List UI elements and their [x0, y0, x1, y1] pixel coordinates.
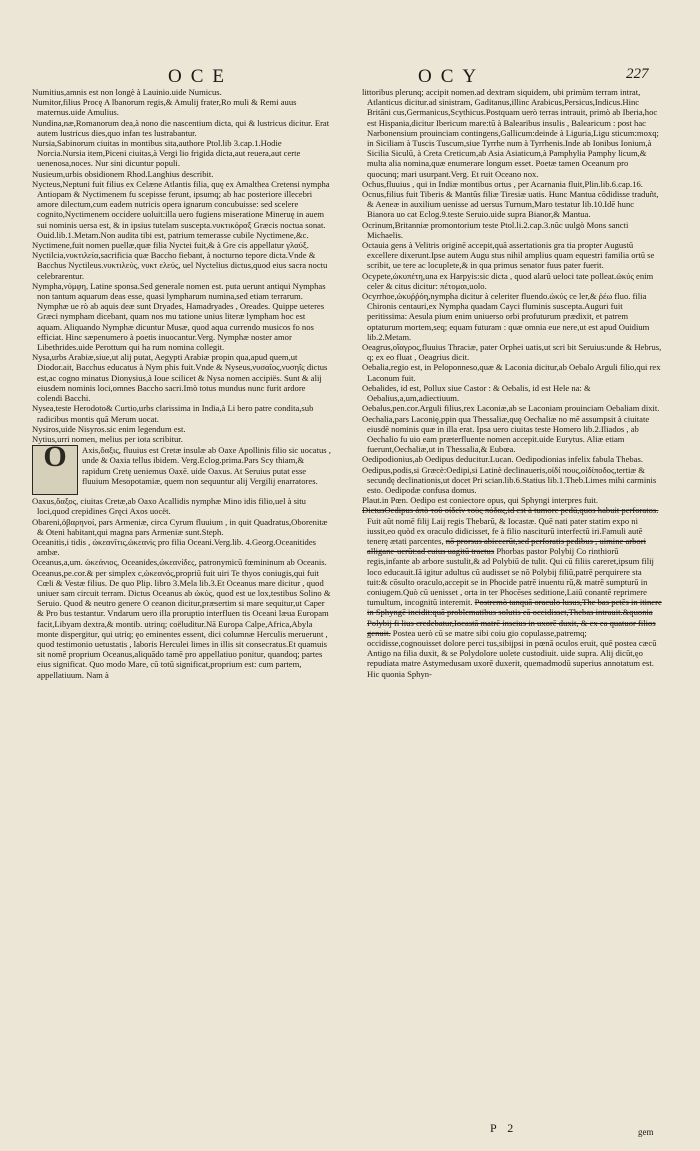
passage-text: Postea uerò cū se matre sibi coiu gio copulasse,patremq; occidisse,cognouisset dolore perci tus,sibijpsi in pœnā oculos eruit, quē postea cæcū Antigo na filia duxit, & se Polydolore uolete custodiuit. uide supra. Alij dicūt,ęo repudiata matre Astymedusam uxorē duxerit, quemadmodū superius annotatum est. Hic quonia Sphyn- [367, 627, 657, 679]
dictionary-entry: Oebalia,regio est, in Peloponneso,quæ & Laconia dicitur,ab Oebalo Arguli filio,qui rex Laconum fuit. [362, 362, 661, 383]
dictionary-entry: Nysiros,uide Nisyros.sic enim legendum est. [32, 423, 186, 434]
dictionary-entry: Nursia,Sabinorum ciuitas in montibus sita,authore Ptol.lib 3.cap.1.Hodie Norcia.Nursia item,Piceni ciuitas,à Vergi lio frigida dicta,aut reuera,aut certe uenenosa,noces. Nur sini dicuntur populi. [32, 138, 301, 169]
dictionary-entry: Numitius,amnis est non longè à Lauinio.uide Numicus. [32, 87, 222, 97]
dictionary-entry: Nysa,urbs Arabiæ,siue,ut alij putat, Aegypti Arabiæ propin qua,apud quem,ut Diodor.ait, Bacchus educatus à Nym phis fuit.Vnde & Nyseus,νυσαῖος,νυσηΐς dictus est,ac cogno minatus Dionysius,à Ioue scilicet & Nysa nomen accipiës. Sunt & alij eiusdem nominis loci,omnes Baccho sacri.Imò totus mundus nunc furit ardore colendi Bacchi. [32, 352, 328, 404]
dictionary-entry: littoribus plerunq; accipit nomen.ad dextram siquidem, ubi primùm terram intrat, Atlanticus dicitur.ad sinistram, Gaditanus,illinc Arabicus,Persicus,Indicus.Hinc Britāni cus,Germanicus,Scythicus.Postquam uerò terras intrauit, primò ab Iberia,hoc est Hispania,dicitur Ibericum mare:tū à Balearibus insulis , Balearicum : post hac Narbonensium prouinciam contingens,Gallicum:deinde à Liguria,Ligu sticum:moxq; in Siciliam à Tuscis Tuscum,siue Tyrrhe num à Tyrrhenis.Inde ab Ionibus Ionium,à Sicilia Siculū, à Creta Creticum,ab Asia Asiaticum,à Pamphylia Pamphy licum,& multa alia nomina,quæ enumerare longum esset. Poetæ tamen Oceanum pro quocunq; mari usurpant.Verg. Et ruit Oceano nox. [362, 87, 659, 179]
dictionary-entry: Nytius,urri nomen, melius per iota scribitur. [32, 433, 183, 444]
dictionary-entry: Oceanus,a,um. ὠκεάνιος, Oceanides,ὠκεανίδες, patronymicū fœmininum ab Oceanis. [32, 557, 327, 568]
dictionary-entry: Ocrinum,Britanniæ promontorium teste Ptol.li.2.cap.3.nūc uulgò Mons sancti Michaelis. [362, 219, 629, 240]
right-column [362, 87, 662, 679]
dictionary-entry: Octauia gens à Velitris originē accepit,quā assertationis gra tia propter Augustū excellere dixerunt.Ipse autem Augu stus nihil amplius quam equestri familia ortū se scribit, ue tere ac locuplete,& in qua primus senator fuus pater fuerit. [362, 240, 655, 271]
decorated-initial [32, 440, 78, 495]
dictionary-entry: Oceanus,pe.cor.& per simplex c,ὠκεανός,propriū fuit uiri Te thyos coniugis,qui fuit Cœli & Vestæ filius. De quo Plip. libro 3.Mela lib.3.Et Oceanus mare dicitur , quod uniuer sam circuit terram. Dictus Oceanus ab ὠκύς, quod est ue lox,testibus Solino & Seruio. Quod & neutro genere O ceanon dicitur,præsertim si mare sequitur,ut Caper & Pro bus testantur. Vndarum uero illa proruptio interfluen tis Oceani læua Europam facit,Libyam dextra,& montib. utrinq; coëluditur.Nā Europa Calpe,Africa,Abyla monte dispergitur, qui utriq; ęo eminentes essent, dici columnæ Herculis meruerunt , quod testimonio uetustatis , laboris Herculei limes in illis sit consecratus.Et quamuis sit nomē proprium Oceanus,aliquādo tamē pro appellatiuo ponitur, quandoq; partes eius significat. Quo modo Mare, cū totū significat,proprium est: cum partem, appellatiuum. Nam à [32, 567, 331, 680]
dictionary-entry: Nympha,νύμφη, Latine sponsa.Sed generale nomen est. puta uerunt antiqui Nymphas non tantum aquarum deas esse, quasi lympharum numina,sed etiam terrarum. Nymphæ ue rò ab aquis deæ sunt Dryades, Hamadryades , Oreades. Quippe ueteres Græci nympham dicebant, quam nos mu tatione unius literæ lympham hoc est aquam. Aliquando Nymphæ dicuntur Musæ, quod aqua currendo musicos fo nos efficiat. Hinc sæpenumero à poetis inuocantur.Verg. Nymphæ noster amor Libethrides.uide Perottum qui ha rum nomina collegit. [32, 280, 326, 353]
passage-text: Phorbas pastor Polybij Co rinthiorū regis,infante ab arbore sustulit,& ad Polybiū de tulit. Qui cū filiis careret,ipsum filij loco educauit.Iā igitur adultus cū audisset se nō Polybij filiū,patrē perquirere sta tuit:& cōsulto oraculo,accepit se in Phocide patrē inuentu rū,& matrē sumpturū in coniugem.Quò cū uenisset , orta in ter Phocēses seditione,Laiū conantē reprimere tumultum, incognitū interemit. [367, 546, 654, 608]
struck-passage: nō prorsus abiecerūt,sed perforatis pedibus , uimine arbori alligane-uerūt:ad cuius uagitū tractus [367, 535, 646, 557]
struck-passage: DictusOedipus ἀπὸ τοῦ οἰδεῖν τοὺς πόδας,id est à tumore pedū,quos habuit perforatos. [362, 505, 659, 516]
dictionary-entry: Oechalia,pars Laconię,ppin qua Thessaliæ,quę Oechaliæ no mē assumpsit à ciuitate eiusdē nominis quæ in illa erat. Ipsa uero ciuitas teste Homero lib.2.Iliados , ab Oechalio fu uio eam præterfluente nomen accepit.uide Eurytus. Aliæ etiam fuerunt,Oechaliæ,ut in Thessalia,& Eubœa. [362, 413, 650, 455]
dictionary-entry: Nyctilcia,νυκτιλεία,sacrificia quæ Baccho fiebant, à nocturno tepore dicta.Vnde & Bacchus Nyctileus.νυκτιλεύς, νυκτ ελεύς, uel Nyctelius dictus,quod eius sacra noctu celebrarentur. [32, 250, 328, 281]
dictionary-entry: Ocypete,ὠκυπέτη,una ex Harpyis:sic dicta , quod alarū ueloci tate polleat.ὠκύς enim celer & citus dicitur: πέτομαι,uolo. [362, 270, 654, 291]
lede-text: Axis,ὄαξις, fluuius est Cretæ insulæ ab Oaxe Apollinis filio sic uocatus , unde & Oaxia tellus ibidem. Verg.Eclog.prima.Pars Scy thiam,& rapidum Cretę ueniemus Oaxē. uide Oaxus. At Seruius putat esse fluuium Mesopotamiæ, quem non sequuntur alij Vergilij enarratores. [82, 445, 331, 486]
catchword: gem [638, 1127, 654, 1137]
dictionary-entry: Oeagrus,οἴαγρος,fluuius Thraciæ, pater Orphei uatis,ut scri bit Seruius:unde & Hebrus, q; ex eo fluat , Oeagrius dicit. [362, 342, 662, 363]
dictionary-entry: Nundina,næ,Romanorum dea,à nono die nascentium dicta, qui & lustricus dicitur. Erat autem lustricus dies,quo infan tes lustrabantur. [32, 117, 330, 138]
dictionary-entry: Oedipus,podis,si Græcè:Oedipi,si Latinè declinaueris,οἰδί πους,οἰδίποδος,tertiæ & secundę declinationis,ut docet Pri scian.lib.6.Statius lib.1.Theb.Limes mihi carminis esto. Oedipodæ confusa domus. [362, 464, 657, 495]
dictionary-entry: Oceanitis,i tidis , ὠκεανῖτις,ὠκεανὶς pro filia Oceani.Verg.lib. 4.Georg.Oceanitides ambæ. [32, 536, 316, 558]
passage-text: Fuit aūt nomē filij Laij regis Thebarū, & Iocastæ. Quē nati pater statim expo ni iussit,eo quòd ex oraculo didicisset, fe à filio nasciturū interfectū iri.Famuli autē tenerę ætati parcentes, [367, 515, 643, 546]
dictionary-entry: Ocnus,filius fuit Tiberis & Mantūs filiæ Tiresiæ uatis. Hunc Mantua cōdidisse traduñt, & Aeneæ in auxilium uenisse ad uersus Turnum,Maro testatur lib.10.Idē hunc Bianora uo cat Eclog.9.teste Seruio.uide supra Bianor,& Mantua. [362, 189, 659, 220]
dictionary-entry: Oedipodionius,ab Oedipus deducitur.Lucan. Oedipodionias infelix fabula Thebas. [362, 454, 643, 465]
initial-letter: O [43, 440, 67, 474]
dictionary-entry: Obareni,ὀβαρηνοί, pars Armeniæ, circa Cyrum fluuium , in quit Quadratus,Oborenitæ & Oteni habitant,qui magna pars Armeniæ sunt.Steph. [32, 516, 328, 537]
dictionary-entry: Oebalus,pen.cor.Arguli filius,rex Laconiæ,ab se Laconiam prouinciam Oebaliam dixit. [362, 403, 660, 414]
left-column [32, 87, 332, 680]
oedipus-continuation [362, 505, 662, 678]
dictionary-entry: Oebalides, id est, Pollux siue Castor : & Oebalis, id est Hele na: & Oebalius,a,um,adiectiuum. [362, 382, 591, 404]
dictionary-entry: Nusieum,urbis obsidionem Rhod.Langhius describit. [32, 168, 214, 179]
dictionary-entry: Plaut.in Pœn. Oedipo est coniectore opus, qui Sphyngi interpres fuit. [362, 495, 599, 506]
dictionary-entry: Oaxus,ὄαξος, ciuitas Cretæ,ab Oaxo Acallidis nymphæ Mino idis filio,uel à situ loci,quod crepidines Gręci Axos uocët. [32, 496, 306, 517]
dictionary-entry: Nycteus,Neptuni fuit filius ex Celæne Atlantis filia, quę ex Amalthea Cretensi nympha Antiopam & Nyctimenem fu scepisse ferunt, ipsumq; ab hac posteriore illecebri amore dilectum,cum eadem nutricis opera ignarum concubuisse: sed scelere cognito,Nyctimenem occidere uoluit:illa uero fugiens miseratione Mineruę in auem sui nominis uersa est, & in ipsius tutelam suscepta.νυκτικόραξ Græcis noctua sonat. Ouid.lib.1.Metam.Non audita tibi est, patrium temerasse cubile Nyctimene,&c. [32, 178, 330, 240]
decorated-initial-entry [32, 440, 332, 495]
dictionary-entry: Numitor,filius Procę A lbanorum regis,& Amulij frater,Ro muli & Remi auus maternus.uide Amulius. [32, 97, 297, 118]
dictionary-entry: Ochus,fluuius , qui in Indiæ montibus ortus , per Acarnania fluit,Plin.lib.6.cap.16. [362, 178, 643, 189]
right-headword: OCY [418, 66, 486, 87]
left-headword: OCE [168, 66, 233, 87]
page-number: 227 [626, 66, 649, 82]
struck-passage: Postremò tanquā oraculo lusus,The bas petēs in itinere in Sphyngē incidit:quā problematibus solutis eā occidisset,Thebas intrauit.&quonia Polybij fi lius credebatur,Iocastā matrē inscius in uxorē duxit, & ex ea quatuor filios genuit. [367, 597, 662, 638]
signature-mark: P 2 [490, 1121, 518, 1135]
dictionary-entry: Ocyrrhoe,ὠκυῤῥόη,nympha dicitur à celeriter fluendo.ὠκύς ce ler,& ῥέω fluo. filia Chironis centauri,ex Nympha quadam Cayci fluminis suscepta.Auguri fuit peritissima: Aesula pium enim uniuerso orbi profuturum prædixit, et patrem optaturum mortem,seq; equam futuram : quæ omnia eue nere,ut est apud Ouidium lib.2.Metam. [362, 291, 650, 342]
dictionary-entry: Nyctimene,fuit nomen puellæ,quæ filia Nyctei fuit,& à Gre cis appellatur γλαύξ. [32, 240, 309, 251]
dictionary-entry: Nysea,teste Herodoto& Curtio,urbs clarissima in India,à Li bero patre condita,sub radicibus montis quā Merum uocat. [32, 403, 314, 424]
